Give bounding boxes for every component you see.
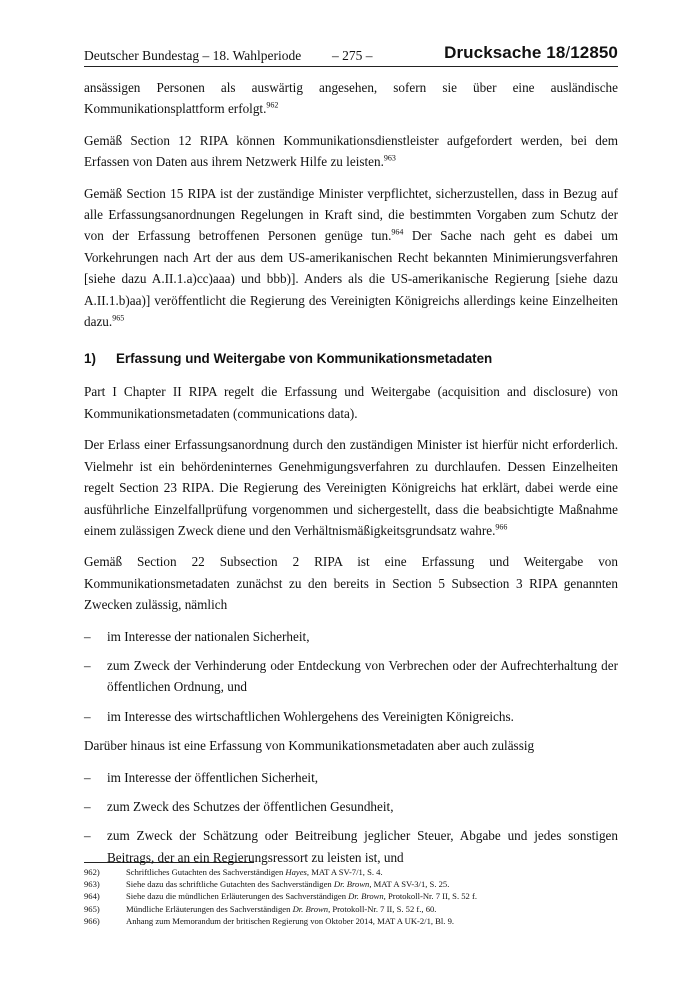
paragraph: Part I Chapter II RIPA regelt die Erfassung und Weitergabe (acquisition and disclosure) von Kommunikationsmetadaten (communications data).	[84, 384, 618, 421]
paragraph: Darüber hinaus ist eine Erfassung von Kommunikationsmetadaten aber auch zulässig	[84, 738, 535, 754]
header-page-number: – 275 –	[332, 48, 373, 63]
footnotes	[84, 866, 618, 927]
footnote-ref: 963	[383, 153, 396, 163]
list-item: – zum Zweck der Verhinderung oder Entdeckung von Verbrechen oder der Aufrechterhaltung der öffentlichen Ordnung, und	[84, 655, 618, 698]
footnote: 966) Anhang zum Memorandum der britischen Regierung von Oktober 2014, MAT A UK-2/1, Bl. 9.	[84, 915, 455, 926]
header-drucksache	[444, 43, 618, 63]
header-publication: Deutscher Bundestag – 18. Wahlperiode	[84, 48, 302, 63]
list-item: – zum Zweck des Schutzes der öffentlichen Gesundheit,	[84, 796, 618, 817]
page-header	[84, 40, 618, 67]
drucksache-number: 12850	[570, 43, 618, 62]
paragraph: ansässigen Personen als auswärtig angesehen, sofern sie über eine ausländische Kommunikationsplattform erfolgt.$^{962}$	[84, 80, 618, 117]
bullet-dash: –	[84, 798, 91, 814]
footnote: 965) Mündliche Erläuterungen des Sachverständigen Dr. Brown, Protokoll-Nr. 7 II, S. 52 f., 60.	[84, 903, 437, 914]
footnote: 963) Siehe dazu das schriftliche Gutachten des Sachverständigen Dr. Brown, MAT A SV-3/1, S. 25.	[84, 879, 450, 890]
footnote-ref: 965	[112, 313, 125, 323]
footnote-number: 966)	[84, 915, 100, 926]
footnote: 964) Siehe dazu die mündlichen Erläuterungen des Sachverständigen Dr. Brown, Protokoll-Nr. 7 II, S. 52 f.	[84, 891, 478, 902]
footnote-number: 964)	[84, 891, 100, 902]
purpose-list-additional	[84, 767, 618, 869]
footnote-divider	[84, 862, 254, 863]
footnote-ref: 964	[391, 228, 404, 238]
bullet-dash: –	[84, 828, 91, 844]
paragraph: Gemäß Section 12 RIPA können Kommunikationsdienstleister aufgefordert werden, bei dem Erfassen von Daten aus ihrem Netzwerk Hilfe zu leisten.$^{963}$	[84, 132, 618, 170]
footnote-number: 963)	[84, 879, 100, 890]
footnote: 962) Schriftliches Gutachten des Sachverständigen Hayes, MAT A SV-7/1, S. 4.	[84, 867, 383, 877]
bullet-dash: –	[84, 708, 91, 724]
drucksache-label: Drucksache 18	[444, 43, 566, 62]
purpose-list-primary	[84, 626, 618, 728]
list-item: – zum Zweck der Schätzung oder Beitreibung jeglicher Steuer, Abgabe und jedes sonstigen Beitrags, der an ein Regierungsressort zu leisten ist, und	[84, 825, 618, 868]
bullet-dash: –	[84, 628, 91, 644]
list-item: – im Interesse der öffentlichen Sicherheit,	[84, 767, 618, 788]
paragraph: Der Erlass einer Erfassungsanordnung durch den zuständigen Minister ist hierfür nicht erforderlich. Vielmehr ist ein behördeninternes Genehmigungsverfahren zu durchlaufen. Dessen Einzelheiten regelt Section 23 RIPA. Die Regierung des Vereinigten Königreichs hat erklärt, dabei werde eine ausführliche Einzelfallprüfung vorgenommen und sichergestellt, dass die beabsichtigte Maßnahme einem zulässigen Zweck diene und den Verhältnismäßigkeitsgrundsatz wahre.$^{966}$	[84, 437, 618, 538]
footnote-number: 962)	[84, 867, 100, 877]
page-body	[84, 77, 618, 876]
bullet-dash: –	[84, 657, 91, 673]
section-heading	[84, 349, 618, 369]
paragraph: Gemäß Section 22 Subsection 2 RIPA ist eine Erfassung und Weitergabe von Kommunikationsmetadaten zunächst zu den bereits in Section 5 Subsection 3 RIPA genannten Zwecken zulässig, nämlich	[84, 554, 618, 613]
footnote-ref: 962	[266, 101, 279, 111]
footnote-number: 965)	[84, 903, 100, 914]
paragraph: Gemäß Section 15 RIPA ist der zuständige Minister verpflichtet, sicherzustellen, dass in Bezug auf alle Erfassungsanordnungen Regelungen in Kraft sind, die bestimmten Vorgaben zum Schutz der von der Erfassung betroffenen Personen genüge tun.$^{964}$ Der Sache nach geht es dabei um Vorkehrungen nach Art der aus dem US-amerikanischen Recht bekannten Minimierungsverfahren [siehe dazu A.II.1.a)cc)aaa) und bbb)]. Anders als die US-amerikanische Regierung [siehe dazu A.II.1.b)aa)] veröffentlicht die Regierung des Vereinigten Königreichs allerdings keine Einzelheiten dazu.$^{965}$	[84, 185, 619, 330]
bullet-dash: –	[84, 769, 91, 785]
section-number: 1)	[84, 351, 96, 367]
drucksache-slash: /	[565, 43, 571, 62]
footnote-ref: 966	[495, 522, 508, 532]
section-title: Erfassung und Weitergabe von Kommunikationsmetadaten	[116, 351, 493, 367]
list-item: – im Interesse der nationalen Sicherheit,	[84, 626, 618, 647]
list-item: – im Interesse des wirtschaftlichen Wohlergehens des Vereinigten Königreichs.	[84, 706, 618, 727]
